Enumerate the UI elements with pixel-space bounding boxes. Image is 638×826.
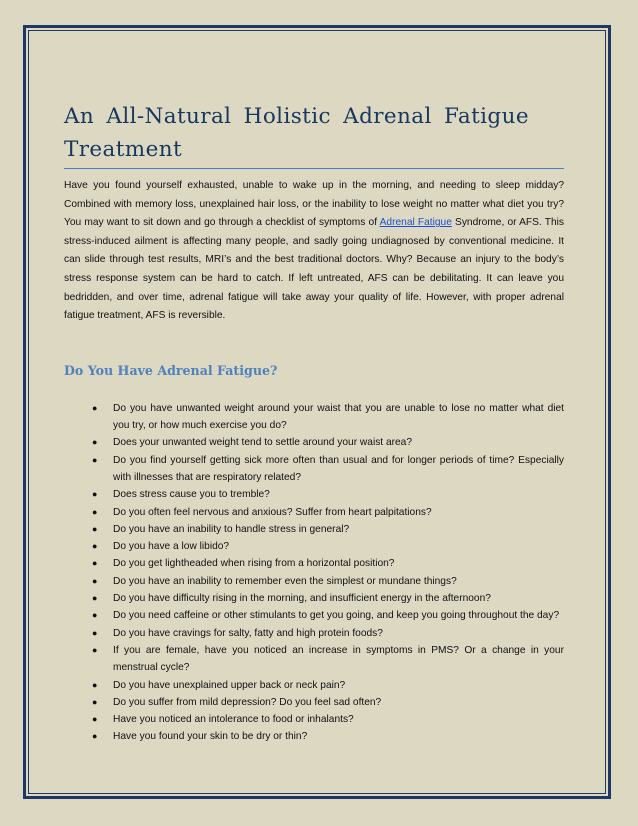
- document-title: An All-Natural Holistic Adrenal Fatigue Treatment: [64, 100, 564, 169]
- symptom-text: If you are female, have you noticed an increase in symptoms in PMS? Or a change in your menstrual cycle?: [113, 644, 564, 674]
- bullet-icon: ●: [92, 593, 98, 604]
- bullet-icon: ●: [92, 644, 98, 655]
- symptom-list-item: [92, 486, 564, 503]
- document-content: [64, 100, 564, 746]
- symptom-list-item: [92, 625, 564, 642]
- bullet-icon: ●: [92, 558, 98, 569]
- symptom-list-item: [92, 677, 564, 694]
- symptom-text: Does stress cause you to tremble?: [113, 489, 270, 501]
- bullet-icon: ●: [92, 402, 98, 413]
- symptom-list-item: [92, 555, 564, 572]
- adrenal-fatigue-link[interactable]: Adrenal Fatigue: [379, 217, 452, 229]
- symptom-text: Do you have an inability to handle stress in general?: [113, 523, 350, 535]
- symptom-list-item: [92, 711, 564, 728]
- symptom-text: Do you get lightheaded when rising from a horizontal position?: [113, 558, 395, 570]
- symptom-text: Have you noticed an intolerance to food or inhalants?: [113, 714, 354, 726]
- symptom-text: Does your unwanted weight tend to settle around your waist area?: [113, 437, 413, 449]
- symptom-text: Do you suffer from mild depression? Do you feel sad often?: [113, 696, 382, 708]
- bullet-icon: ●: [92, 627, 98, 638]
- bullet-icon: ●: [92, 454, 98, 465]
- symptom-list-item: [92, 573, 564, 590]
- intro-text-before-link: Have you found yourself exhausted, unable to wake up in the morning, and needing to sleep midday? Combined with memory loss, unexplained hair loss, or the inability to lose weight no matter what diet you try? You may want to sit down and go through a checklist of symptoms of: [64, 180, 564, 229]
- symptom-list-item: [92, 728, 564, 745]
- bullet-icon: ●: [92, 696, 98, 707]
- bullet-icon: ●: [92, 731, 98, 742]
- symptom-text: Do you have cravings for salty, fatty and high protein foods?: [113, 627, 383, 639]
- bullet-icon: ●: [92, 437, 98, 448]
- section-heading: Do You Have Adrenal Fatigue?: [64, 362, 278, 378]
- symptom-text: Do you have a low libido?: [113, 541, 230, 553]
- intro-text-after-link: Syndrome, or AFS. This stress-induced ailment is affecting many people, and sadly going undiagnosed by conventional medicine. It can slide through test results, MRI’s and the best traditional doctors. Why? Because an injury to the body’s stress response system can be hard to catch. If left untreated, AFS can be debilitating. It can leave you bedridden, and over time, adrenal fatigue will take away your quality of life. However, with proper adrenal fatigue treatment, AFS is reversible.: [64, 217, 564, 322]
- symptom-text: Do you have an inability to remember even the simplest or mundane things?: [113, 575, 457, 587]
- symptom-text: Do you have unwanted weight around your waist that you are unable to lose no matter what diet you try, or how much exercise you do?: [113, 402, 564, 432]
- bullet-icon: ●: [92, 679, 98, 690]
- symptom-text: Do you have difficulty rising in the morning, and insufficient energy in the afternoon?: [113, 593, 491, 605]
- symptom-list-item: [92, 538, 564, 555]
- symptom-text: Do you have unexplained upper back or neck pain?: [113, 679, 346, 691]
- symptom-text: Do you often feel nervous and anxious? Suffer from heart palpitations?: [113, 506, 432, 518]
- symptom-list-item: [92, 434, 564, 451]
- bullet-icon: ●: [92, 714, 98, 725]
- bullet-icon: ●: [92, 575, 98, 586]
- symptom-list: [64, 400, 564, 746]
- bullet-icon: ●: [92, 523, 98, 534]
- symptom-list-item: [92, 607, 564, 624]
- symptom-list-item: [92, 521, 564, 538]
- symptom-text: Have you found your skin to be dry or thin?: [113, 731, 308, 743]
- intro-paragraph: [64, 177, 564, 326]
- bullet-icon: ●: [92, 610, 98, 621]
- bullet-icon: ●: [92, 489, 98, 500]
- symptom-list-item: [92, 694, 564, 711]
- symptom-text: Do you find yourself getting sick more often than usual and for longer periods of time? Especially with illnesses that are respiratory related?: [113, 454, 564, 483]
- bullet-icon: ●: [92, 541, 98, 552]
- symptom-list-item: [92, 590, 564, 607]
- symptom-list-item: [92, 504, 564, 521]
- symptom-text: Do you need caffeine or other stimulants to get you going, and keep you going throughout the day?: [113, 610, 560, 622]
- symptom-list-item: [92, 452, 564, 487]
- symptom-list-item: [92, 400, 564, 435]
- bullet-icon: ●: [92, 506, 98, 517]
- symptom-list-item: [92, 642, 564, 677]
